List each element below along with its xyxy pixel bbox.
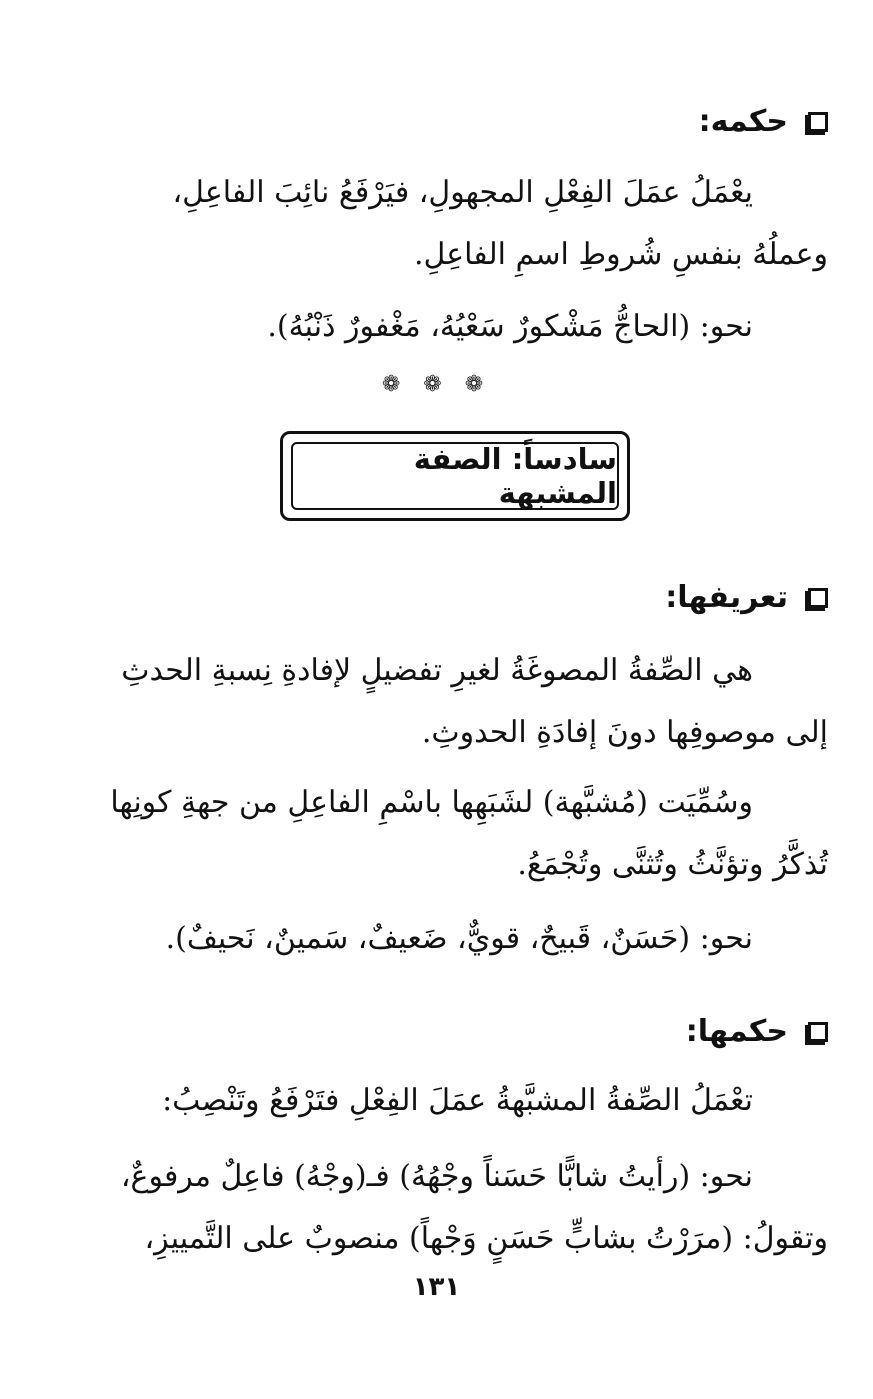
separator-stars: ❁ ❁ ❁	[381, 372, 492, 397]
paragraph	[45, 772, 828, 896]
paragraph	[45, 1070, 828, 1132]
example-paragraph	[45, 296, 828, 358]
text-line: إلى موصوفِها دونَ إفادَةِ الحدوثِ.	[421, 715, 828, 750]
text-line: نحو: (رأيتُ شابًّا حَسَناً وجْهُهُ) فـ(وجْهُ) فاعِلٌ مرفوعٌ،	[120, 1159, 753, 1194]
paragraph	[45, 162, 828, 286]
page-number: ١٣١	[412, 1272, 461, 1302]
text-line: وعملُهُ بنفسِ شُروطِ اسمِ الفاعِلِ.	[413, 237, 828, 272]
heading-text: حكمها:	[685, 1014, 788, 1049]
text-line: تُذكَّرُ وتؤنَّثُ وتُثنَّى وتُجْمَعُ.	[517, 847, 828, 882]
text-line: تعْمَلُ الصِّفةُ المشبَّهةُ عمَلَ الفِعْلِ فتَرْفَعُ وتَنْصِبُ:	[162, 1083, 753, 1118]
section-heading-hukmuh	[699, 102, 828, 142]
text-line: هي الصِّفةُ المصوغَةُ لغيرِ تفضيلٍ لإفادةِ نِسبةِ الحدثِ	[121, 653, 753, 688]
text-line: نحو: (الحاجُّ مَشْكورٌ سَعْيُهُ، مَغْفورٌ ذَنْبُهُ).	[267, 309, 753, 344]
heading-text: تعريفها:	[665, 580, 788, 615]
text-line: نحو: (حَسَنٌ، قَبيحٌ، قويٌّ، ضَعيفٌ، سَمينٌ، نَحيفٌ).	[165, 921, 753, 956]
section-title-frame	[280, 431, 630, 521]
text-line: وتقولُ: (مرَرْتُ بشابٍّ حَسَنٍ وَجْهاً) منصوبٌ على التَّمييزِ،	[144, 1221, 828, 1256]
square-bullet-icon	[808, 112, 828, 132]
text-line: يعْمَلُ عمَلَ الفِعْلِ المجهولِ، فيَرْفَعُ نائِبَ الفاعِلِ،	[172, 175, 753, 210]
section-heading-tarifuha	[665, 578, 828, 618]
paragraph	[45, 640, 828, 764]
section-title: سادساً: الصفة المشبهة	[291, 442, 619, 510]
square-bullet-icon	[808, 1022, 828, 1042]
section-heading-hukmuha	[686, 1012, 828, 1052]
paragraph	[45, 1146, 828, 1270]
example-paragraph	[45, 908, 828, 970]
square-bullet-icon	[808, 588, 828, 608]
text-line: وسُمِّيَت (مُشبَّهة) لشَبَهِها باسْمِ الفاعِلِ من جهةِ كونِها	[110, 785, 753, 820]
heading-text: حكمه:	[698, 104, 788, 139]
